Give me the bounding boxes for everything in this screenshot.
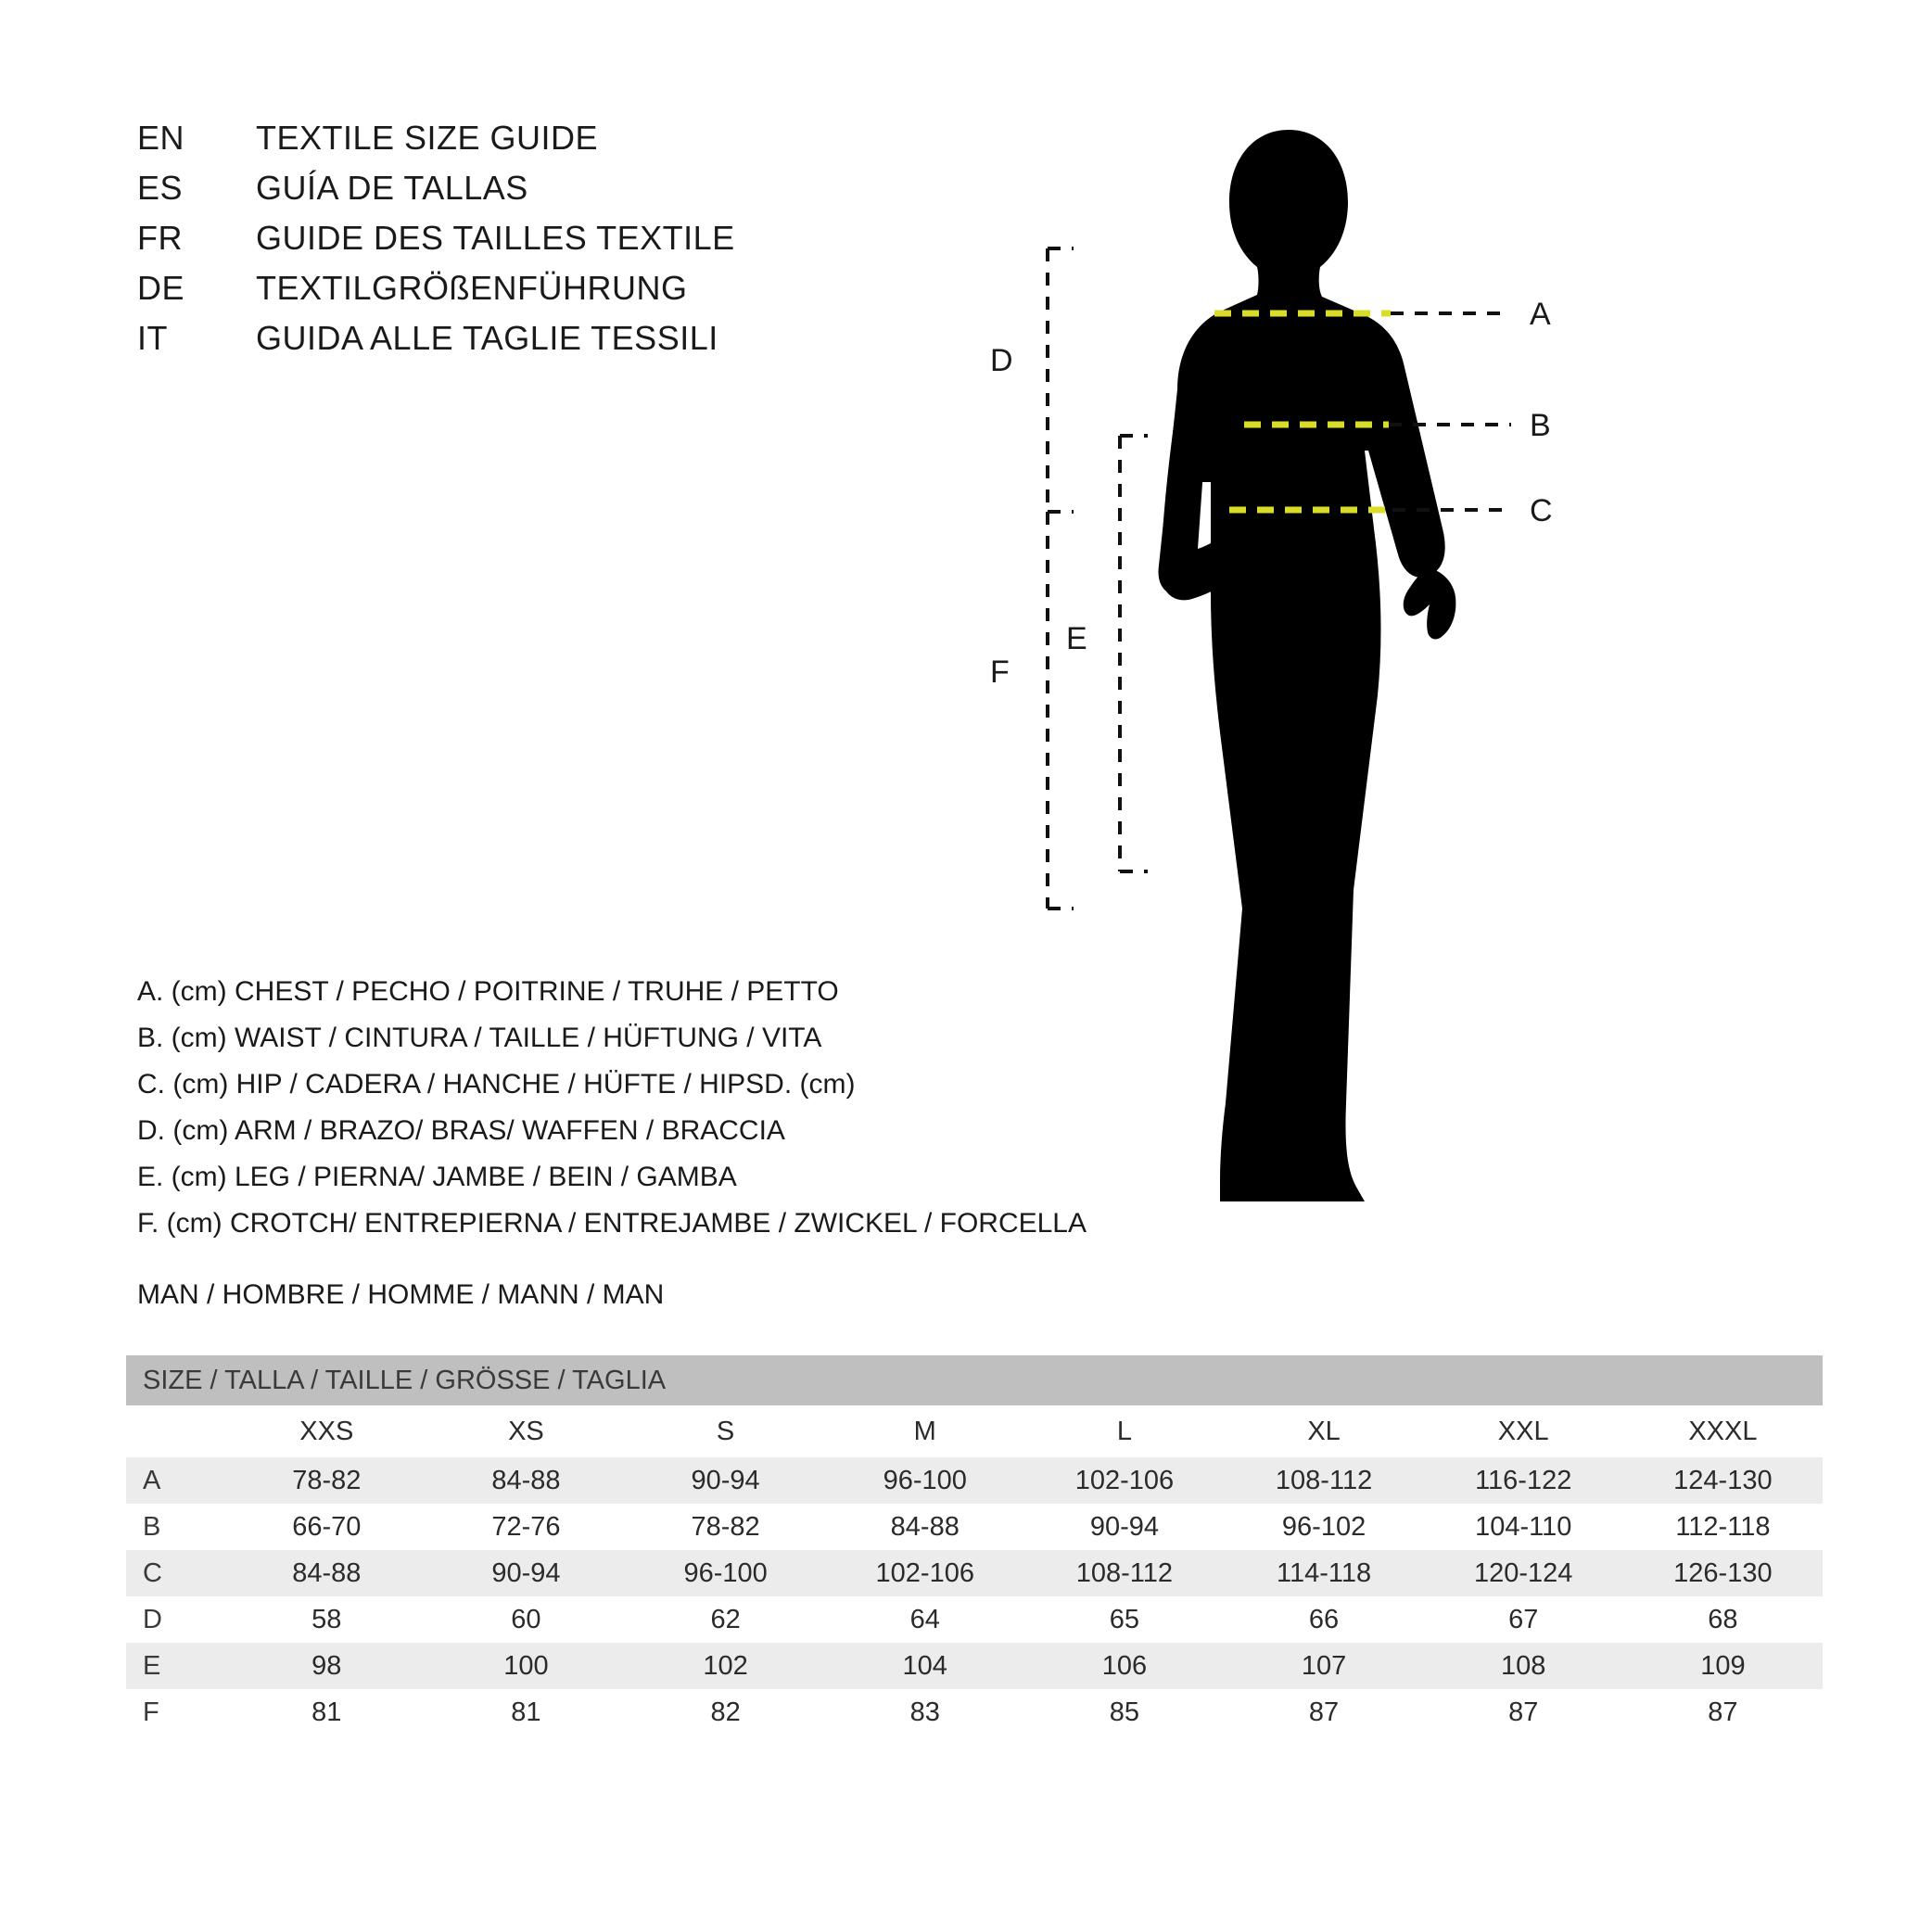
marker-label-e: E	[1066, 621, 1087, 656]
title-row	[137, 119, 972, 169]
cell-a-s: 90-94	[626, 1457, 825, 1504]
cell-d-xl: 66	[1224, 1596, 1423, 1643]
cell-e-xxxl: 109	[1623, 1643, 1823, 1689]
row-label-f: F	[126, 1689, 227, 1735]
cell-d-xxs: 58	[227, 1596, 426, 1643]
marker-label-a: A	[1530, 297, 1551, 332]
cell-e-xs: 100	[426, 1643, 626, 1689]
legend-item-c: C. (cm) HIP / CADERA / HANCHE / HÜFTE / HIPSD. (cm)	[137, 1069, 856, 1099]
cell-d-xs: 60	[426, 1596, 626, 1643]
cell-b-xxs: 66-70	[227, 1504, 426, 1550]
cell-c-xxl: 120-124	[1424, 1550, 1623, 1596]
cell-a-xl: 108-112	[1224, 1457, 1423, 1504]
legend-item-e: E. (cm) LEG / PIERNA/ JAMBE / BEIN / GAMBA	[137, 1162, 737, 1192]
table-row	[126, 1689, 1823, 1735]
cell-f-l: 85	[1024, 1689, 1224, 1735]
cell-c-m: 102-106	[825, 1550, 1024, 1596]
crotch-dimension-f	[1048, 512, 1074, 909]
cell-b-xs: 72-76	[426, 1504, 626, 1550]
title-row	[137, 169, 972, 219]
col-header-s: S	[626, 1405, 825, 1457]
cell-a-xxl: 116-122	[1424, 1457, 1623, 1504]
col-header-xxxl: XXXL	[1623, 1405, 1823, 1457]
cell-e-m: 104	[825, 1643, 1024, 1689]
title-text-fr: GUIDE DES TAILLES TEXTILE	[256, 219, 735, 257]
cell-f-xxs: 81	[227, 1689, 426, 1735]
cell-c-xxs: 84-88	[227, 1550, 426, 1596]
size-diagram	[990, 93, 1854, 1298]
cell-a-l: 102-106	[1024, 1457, 1224, 1504]
title-text-de: TEXTILGRÖßENFÜHRUNG	[256, 269, 688, 307]
cell-b-xl: 96-102	[1224, 1504, 1423, 1550]
title-lang-it: IT	[137, 319, 168, 357]
title-lang-de: DE	[137, 269, 185, 307]
cell-c-xs: 90-94	[426, 1550, 626, 1596]
row-label-c: C	[126, 1550, 227, 1596]
cell-e-xxl: 108	[1424, 1643, 1623, 1689]
legend-item-a: A. (cm) CHEST / PECHO / POITRINE / TRUHE / PETTO	[137, 976, 839, 1007]
cell-a-xxxl: 124-130	[1623, 1457, 1823, 1504]
cell-d-l: 65	[1024, 1596, 1224, 1643]
cell-f-m: 83	[825, 1689, 1024, 1735]
title-row	[137, 319, 972, 369]
cell-c-s: 96-100	[626, 1550, 825, 1596]
cell-b-xxl: 104-110	[1424, 1504, 1623, 1550]
cell-a-xxs: 78-82	[227, 1457, 426, 1504]
col-header-xxs: XXS	[227, 1405, 426, 1457]
cell-f-xs: 81	[426, 1689, 626, 1735]
title-lang-en: EN	[137, 119, 185, 157]
cell-e-xxs: 98	[227, 1643, 426, 1689]
legend-item-f: F. (cm) CROTCH/ ENTREPIERNA / ENTREJAMBE / ZWICKEL / FORCELLA	[137, 1208, 1087, 1239]
title-row	[137, 219, 972, 269]
col-header-xxl: XXL	[1424, 1405, 1623, 1457]
table-band-title: SIZE / TALLA / TAILLE / GRÖSSE / TAGLIA	[126, 1355, 1823, 1405]
cell-a-xs: 84-88	[426, 1457, 626, 1504]
row-label-b: B	[126, 1504, 227, 1550]
cell-f-xl: 87	[1224, 1689, 1423, 1735]
marker-label-b: B	[1530, 408, 1551, 443]
marker-label-d: D	[990, 343, 1013, 378]
marker-label-c: C	[1530, 493, 1553, 528]
arm-dimension-d	[1048, 248, 1074, 512]
row-label-a: A	[126, 1457, 227, 1504]
table-row	[126, 1596, 1823, 1643]
table-row	[126, 1504, 1823, 1550]
table-band-title-row	[126, 1355, 1823, 1405]
cell-c-xl: 114-118	[1224, 1550, 1423, 1596]
title-row	[137, 269, 972, 319]
cell-f-s: 82	[626, 1689, 825, 1735]
cell-b-s: 78-82	[626, 1504, 825, 1550]
title-block	[137, 119, 972, 369]
col-header-l: L	[1024, 1405, 1224, 1457]
man-silhouette	[1159, 130, 1456, 1201]
cell-d-xxxl: 68	[1623, 1596, 1823, 1643]
cell-c-xxxl: 126-130	[1623, 1550, 1823, 1596]
title-lang-es: ES	[137, 169, 184, 207]
col-header-xs: XS	[426, 1405, 626, 1457]
cell-b-xxxl: 112-118	[1623, 1504, 1823, 1550]
col-header-xl: XL	[1224, 1405, 1423, 1457]
cell-d-xxl: 67	[1424, 1596, 1623, 1643]
title-text-es: GUÍA DE TALLAS	[256, 169, 528, 207]
legend-item-b: B. (cm) WAIST / CINTURA / TAILLE / HÜFTUNG / VITA	[137, 1023, 822, 1053]
cell-e-xl: 107	[1224, 1643, 1423, 1689]
size-table	[126, 1355, 1823, 1735]
cell-c-l: 108-112	[1024, 1550, 1224, 1596]
cell-a-m: 96-100	[825, 1457, 1024, 1504]
leg-dimension-e	[1120, 436, 1148, 871]
cell-d-s: 62	[626, 1596, 825, 1643]
gender-label: MAN / HOMBRE / HOMME / MANN / MAN	[137, 1279, 665, 1310]
cell-f-xxxl: 87	[1623, 1689, 1823, 1735]
table-column-header-row	[126, 1405, 1823, 1457]
col-header-m: M	[825, 1405, 1024, 1457]
cell-e-s: 102	[626, 1643, 825, 1689]
table-row	[126, 1457, 1823, 1504]
table-row	[126, 1550, 1823, 1596]
marker-label-f: F	[990, 655, 1010, 690]
row-label-e: E	[126, 1643, 227, 1689]
cell-d-m: 64	[825, 1596, 1024, 1643]
row-label-d: D	[126, 1596, 227, 1643]
cell-f-xxl: 87	[1424, 1689, 1623, 1735]
title-text-it: GUIDA ALLE TAGLIE TESSILI	[256, 319, 718, 357]
cell-e-l: 106	[1024, 1643, 1224, 1689]
table-row	[126, 1643, 1823, 1689]
title-lang-fr: FR	[137, 219, 183, 257]
cell-b-m: 84-88	[825, 1504, 1024, 1550]
legend-item-d: D. (cm) ARM / BRAZO/ BRAS/ WAFFEN / BRACCIA	[137, 1115, 785, 1146]
cell-b-l: 90-94	[1024, 1504, 1224, 1550]
table-corner-cell	[126, 1405, 227, 1457]
title-text-en: TEXTILE SIZE GUIDE	[256, 119, 599, 157]
